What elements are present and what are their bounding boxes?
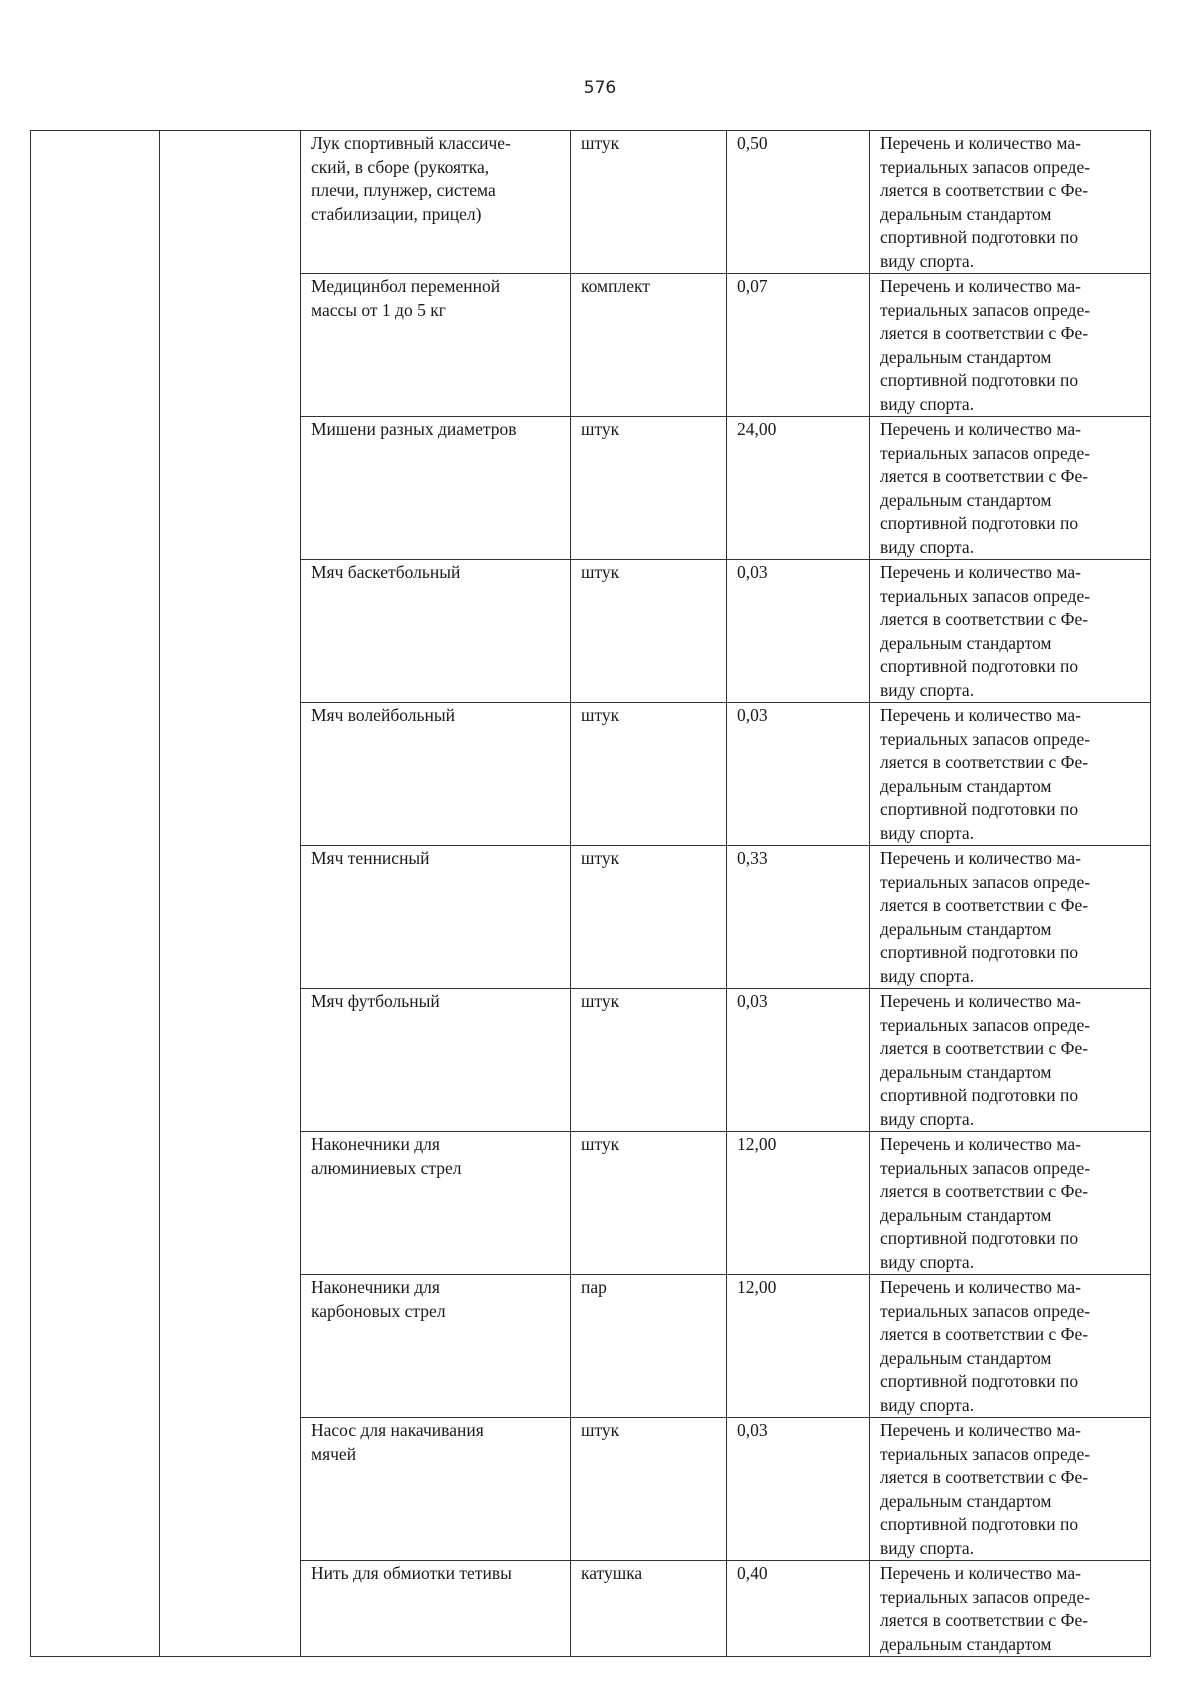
item-name-cell: Наконечники для карбоновых стрел bbox=[301, 1275, 571, 1418]
quantity-cell: 0,50 bbox=[727, 131, 870, 274]
section-title-cell bbox=[160, 131, 301, 1657]
note-cell: Перечень и количество ма- териальных запасов опреде- ляется в соответствии с Фе- деральным стандартом спортивной подготовки по виду спорта. bbox=[870, 560, 1151, 703]
note-cell: Перечень и количество ма- териальных запасов опреде- ляется в соответствии с Фе- деральным стандартом спортивной подготовки по виду спорта. bbox=[870, 1275, 1151, 1418]
quantity-cell: 0,03 bbox=[727, 1418, 870, 1561]
note-cell: Перечень и количество ма- териальных запасов опреде- ляется в соответствии с Фе- деральным стандартом bbox=[870, 1561, 1151, 1657]
note-cell: Перечень и количество ма- териальных запасов опреде- ляется в соответствии с Фе- деральным стандартом спортивной подготовки по виду спорта. bbox=[870, 703, 1151, 846]
quantity-cell: 0,03 bbox=[727, 989, 870, 1132]
unit-cell: комплект bbox=[571, 274, 727, 417]
item-name-cell: Медицинбол переменной массы от 1 до 5 кг bbox=[301, 274, 571, 417]
note-cell: Перечень и количество ма- териальных запасов опреде- ляется в соответствии с Фе- деральным стандартом спортивной подготовки по виду спорта. bbox=[870, 131, 1151, 274]
item-name-cell: Мяч волейбольный bbox=[301, 703, 571, 846]
unit-cell: штук bbox=[571, 417, 727, 560]
item-name-cell: Мяч футбольный bbox=[301, 989, 571, 1132]
note-cell: Перечень и количество ма- териальных запасов опреде- ляется в соответствии с Фе- деральным стандартом спортивной подготовки по виду спорта. bbox=[870, 274, 1151, 417]
unit-cell: штук bbox=[571, 703, 727, 846]
item-name-cell: Мишени разных диаметров bbox=[301, 417, 571, 560]
note-cell: Перечень и количество ма- териальных запасов опреде- ляется в соответствии с Фе- деральным стандартом спортивной подготовки по виду спорта. bbox=[870, 1418, 1151, 1561]
quantity-cell: 0,33 bbox=[727, 846, 870, 989]
equipment-table bbox=[30, 130, 1151, 1657]
quantity-cell: 24,00 bbox=[727, 417, 870, 560]
unit-cell: штук bbox=[571, 1418, 727, 1561]
quantity-cell: 12,00 bbox=[727, 1132, 870, 1275]
item-name-cell: Нить для обмиотки тетивы bbox=[301, 1561, 571, 1657]
unit-cell: катушка bbox=[571, 1561, 727, 1657]
item-name-cell: Наконечники для алюминиевых стрел bbox=[301, 1132, 571, 1275]
unit-cell: пар bbox=[571, 1275, 727, 1418]
unit-cell: штук bbox=[571, 1132, 727, 1275]
quantity-cell: 0,07 bbox=[727, 274, 870, 417]
unit-cell: штук bbox=[571, 989, 727, 1132]
item-name-cell: Мяч баскетбольный bbox=[301, 560, 571, 703]
item-name-cell: Лук спортивный классиче- ский, в сборе (рукоятка, плечи, плунжер, система стабилизации, прицел) bbox=[301, 131, 571, 274]
item-name-cell: Насос для накачивания мячей bbox=[301, 1418, 571, 1561]
page-number: 576 bbox=[583, 78, 617, 98]
table-body bbox=[31, 131, 1151, 1657]
unit-cell: штук bbox=[571, 560, 727, 703]
quantity-cell: 0,40 bbox=[727, 1561, 870, 1657]
quantity-cell: 0,03 bbox=[727, 560, 870, 703]
note-cell: Перечень и количество ма- териальных запасов опреде- ляется в соответствии с Фе- деральным стандартом спортивной подготовки по виду спорта. bbox=[870, 989, 1151, 1132]
quantity-cell: 12,00 bbox=[727, 1275, 870, 1418]
quantity-cell: 0,03 bbox=[727, 703, 870, 846]
note-cell: Перечень и количество ма- териальных запасов опреде- ляется в соответствии с Фе- деральным стандартом спортивной подготовки по виду спорта. bbox=[870, 1132, 1151, 1275]
table-row bbox=[31, 131, 1151, 274]
unit-cell: штук bbox=[571, 131, 727, 274]
item-name-cell: Мяч теннисный bbox=[301, 846, 571, 989]
note-cell: Перечень и количество ма- териальных запасов опреде- ляется в соответствии с Фе- деральным стандартом спортивной подготовки по виду спорта. bbox=[870, 846, 1151, 989]
unit-cell: штук bbox=[571, 846, 727, 989]
section-number-cell bbox=[31, 131, 160, 1657]
note-cell: Перечень и количество ма- териальных запасов опреде- ляется в соответствии с Фе- деральным стандартом спортивной подготовки по виду спорта. bbox=[870, 417, 1151, 560]
